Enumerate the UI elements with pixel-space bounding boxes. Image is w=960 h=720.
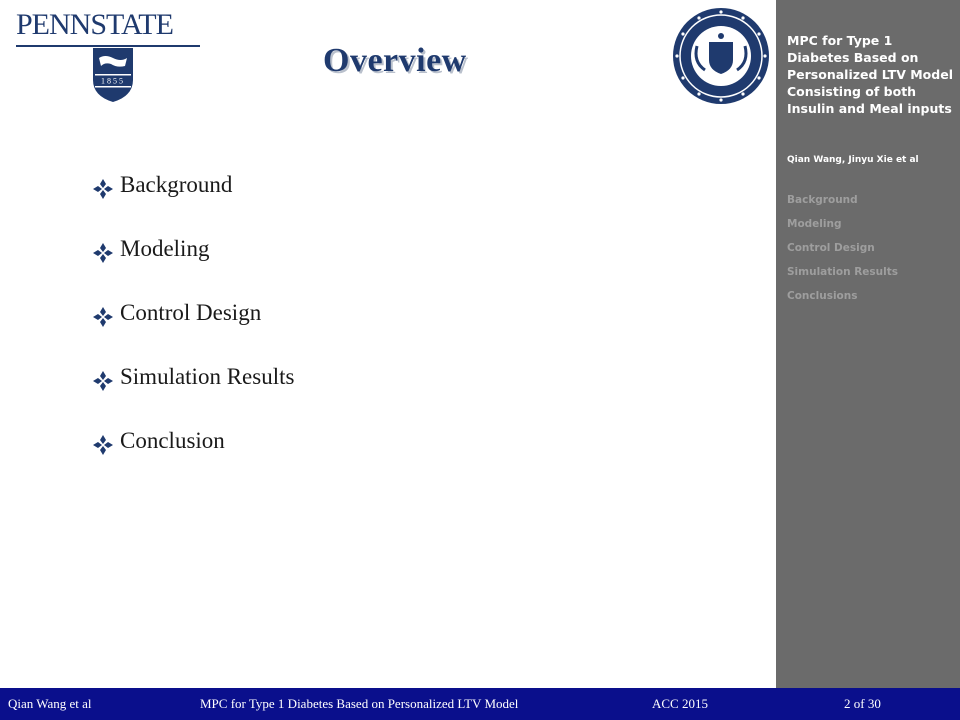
logo-year: 1855	[101, 76, 125, 86]
diamond-bullet-icon	[92, 178, 114, 200]
sidebar-item-conclusions[interactable]: Conclusions	[787, 290, 858, 302]
overview-list	[92, 172, 294, 492]
list-item	[92, 364, 294, 428]
footer-talk-title: MPC for Type 1 Diabetes Based on Personalized LTV Model	[200, 696, 519, 711]
footer-conference: ACC 2015	[652, 696, 708, 711]
logo-wordmark: PENNSTATE	[16, 8, 173, 41]
list-item-label: Simulation Results	[120, 364, 295, 389]
sidebar	[776, 0, 960, 688]
sidebar-item-simulation-results[interactable]: Simulation Results	[787, 266, 899, 278]
sidebar-authors: Qian Wang, Jinyu Xie et al	[787, 155, 919, 165]
list-item	[92, 428, 294, 492]
diamond-bullet-icon	[92, 242, 114, 264]
sidebar-item-background[interactable]: Background	[787, 194, 858, 206]
slide-title: Overview	[323, 42, 467, 79]
sidebar-title: MPC for Type 1 Diabetes Based on Personalized LTV Model Consisting of both Insulin and Meal inputs	[787, 33, 953, 116]
penn-state-logo	[14, 6, 204, 106]
sidebar-item-control-design[interactable]: Control Design	[787, 242, 875, 254]
list-item-label: Control Design	[120, 300, 262, 325]
footer-bar	[0, 688, 960, 720]
footer-author: Qian Wang et al	[8, 696, 92, 711]
sidebar-nav	[787, 194, 898, 314]
list-item-label: Conclusion	[120, 428, 225, 453]
list-item	[92, 236, 294, 300]
list-item-label: Background	[120, 172, 233, 197]
university-seal-icon	[671, 6, 771, 106]
list-item	[92, 300, 294, 364]
footer-page-number: 2 of 30	[844, 696, 881, 711]
list-item-label: Modeling	[120, 236, 210, 261]
diamond-bullet-icon	[92, 306, 114, 328]
sidebar-item-modeling[interactable]: Modeling	[787, 218, 842, 230]
diamond-bullet-icon	[92, 370, 114, 392]
list-item	[92, 172, 294, 236]
penn-state-shield-icon	[91, 46, 135, 104]
diamond-bullet-icon	[92, 434, 114, 456]
